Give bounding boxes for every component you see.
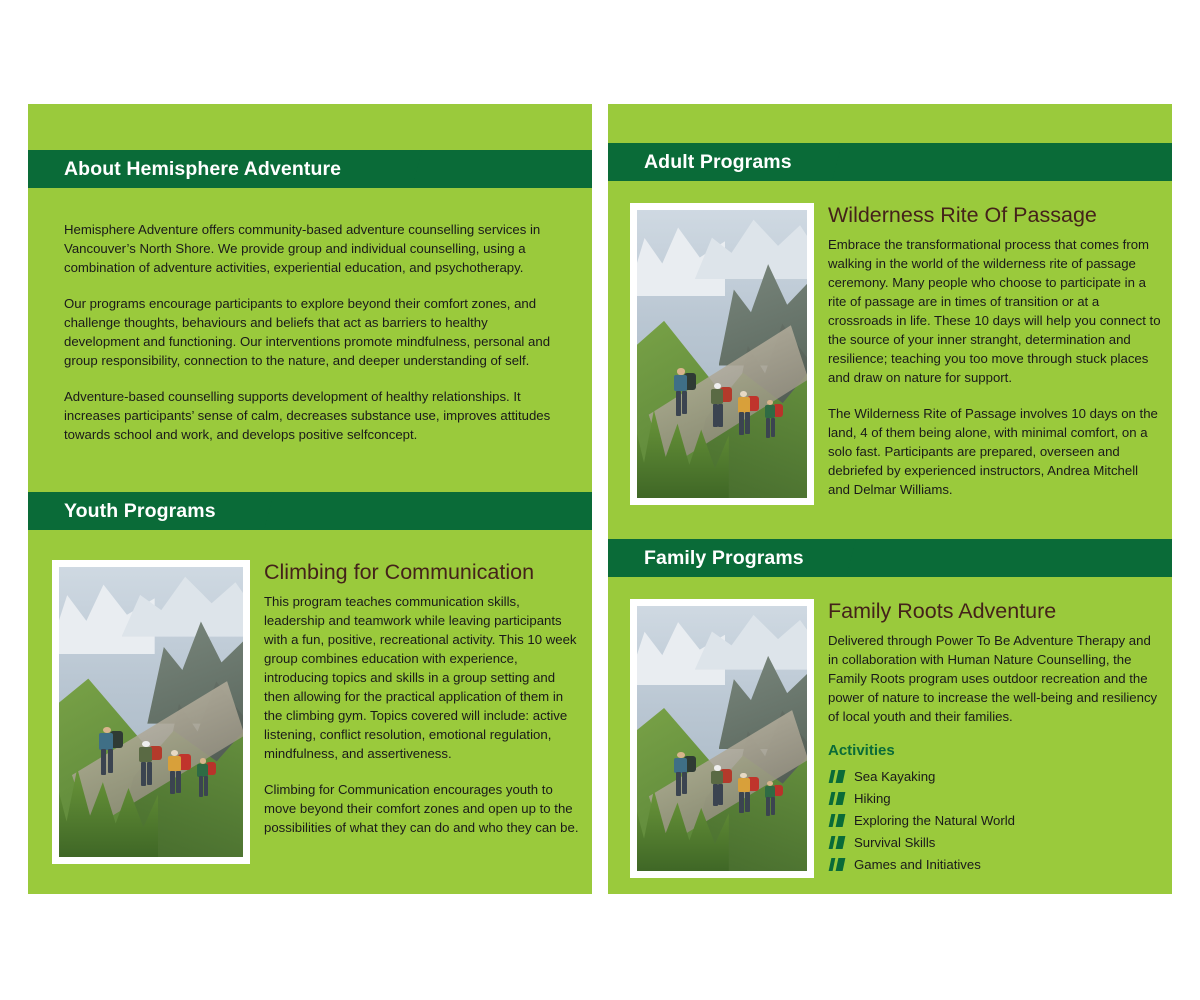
section-banner-about-label: About Hemisphere Adventure [64, 157, 342, 180]
about-paragraph: Our programs encourage participants to explore beyond their comfort zones, and challenge thoughts, behaviours and beliefs that act as barriers to healthy development and functioning. Our interventions promote mindfulness, personal and group responsibility, connection to the nature, and deeper understanding of self. [64, 296, 551, 368]
program-paragraph: Delivered through Power To Be Adventure Therapy and in collaboration with Human Nature Counselling, the Family Roots program uses outdoor recreation and the power of nature to increase the well-being and resiliency of local youth and their families. [828, 632, 1158, 724]
photo-hikers-adult [637, 210, 807, 498]
program-paragraph: This program teaches communication skills, leadership and teamwork while leaving participants with a fun, positive, recreational activity. This 10 week group combines education with experience, introducing topics and skills in a group setting and then allowing for the practical application of them in the climbing gym. Topics covered will include: active listening, conflict resolution, emotional regulation, mindfulness, and assertiveness. [264, 593, 577, 761]
list-item [828, 788, 1162, 810]
program-title-climbing: Climbing for Communication [264, 560, 535, 584]
chevron-bar-bullet-icon [828, 858, 848, 871]
photo-frame-family [630, 599, 814, 878]
activity-label: Survival Skills [854, 834, 936, 850]
section-banner-family [608, 539, 1172, 577]
program-title-wilderness: Wilderness Rite Of Passage [828, 203, 1097, 227]
activity-label: Sea Kayaking [854, 768, 936, 784]
program-title-family-roots: Family Roots Adventure [828, 599, 1057, 623]
activities-list [828, 766, 1162, 876]
program-body-youth [264, 592, 582, 837]
program-family-roots-adventure [608, 577, 1172, 878]
section-banner-adult-label: Adult Programs [644, 150, 792, 173]
photo-hikers-family [637, 606, 807, 871]
section-banner-youth-label: Youth Programs [64, 499, 216, 522]
activity-label: Exploring the Natural World [854, 812, 1016, 828]
program-paragraph: The Wilderness Rite of Passage involves 10 days on the land, 4 of them being alone, with minimal comfort, on a solo fast. Participants are prepared, overseen and debriefed by experienced instructors, Andrea Mitchell and Delmar Williams. [828, 405, 1158, 497]
activity-label: Hiking [854, 790, 891, 806]
program-text-youth [264, 560, 582, 837]
section-banner-youth [28, 492, 592, 530]
section-banner-family-label: Family Programs [644, 546, 804, 569]
right-panel [608, 104, 1172, 894]
program-paragraph: Embrace the transformational process that comes from walking in the world of the wilderness rite of passage ceremony. Many people who choose to participate in a rite of passage are in times of transition or at a crossroads in life. These 10 days will help you connect to the source of your inner stranght, determination and resilience; teaching you too move through stuck places and draw on nature for support. [828, 236, 1161, 385]
chevron-bar-bullet-icon [828, 770, 848, 783]
program-paragraph: Climbing for Communication encourages youth to move beyond their comfort zones and open up to the possibilities of what they can do and who they can be. [264, 781, 579, 835]
program-climbing-for-communication [28, 530, 592, 864]
section-banner-adult [608, 143, 1172, 181]
program-body-family [828, 631, 1162, 726]
about-paragraph: Adventure-based counselling supports development of healthy relationships. It increases participants’ sense of calm, decreases substance use, improves attitudes towards school and work, and develops positive selfconcept. [64, 389, 551, 442]
photo-hikers-youth [59, 567, 243, 857]
about-intro-block [28, 188, 592, 444]
activity-label: Games and Initiatives [854, 856, 981, 872]
about-body [64, 220, 556, 444]
list-item [828, 854, 1162, 876]
photo-frame-youth [52, 560, 250, 864]
program-body-adult [828, 235, 1162, 499]
list-item [828, 766, 1162, 788]
list-item [828, 810, 1162, 832]
photo-frame-adult [630, 203, 814, 505]
left-panel [28, 104, 592, 894]
section-banner-about [28, 150, 592, 188]
program-wilderness-rite-of-passage [608, 181, 1172, 505]
chevron-bar-bullet-icon [828, 814, 848, 827]
program-text-family [828, 599, 1162, 876]
chevron-bar-bullet-icon [828, 792, 848, 805]
list-item [828, 832, 1162, 854]
activities-heading: Activities [828, 741, 895, 759]
about-paragraph: Hemisphere Adventure offers community-based adventure counselling services in Vancouver’s North Shore. We provide group and individual counselling, using a combination of adventure activities, experiential education, and psychotherapy. [64, 222, 541, 275]
program-text-adult [828, 203, 1162, 499]
chevron-bar-bullet-icon [828, 836, 848, 849]
